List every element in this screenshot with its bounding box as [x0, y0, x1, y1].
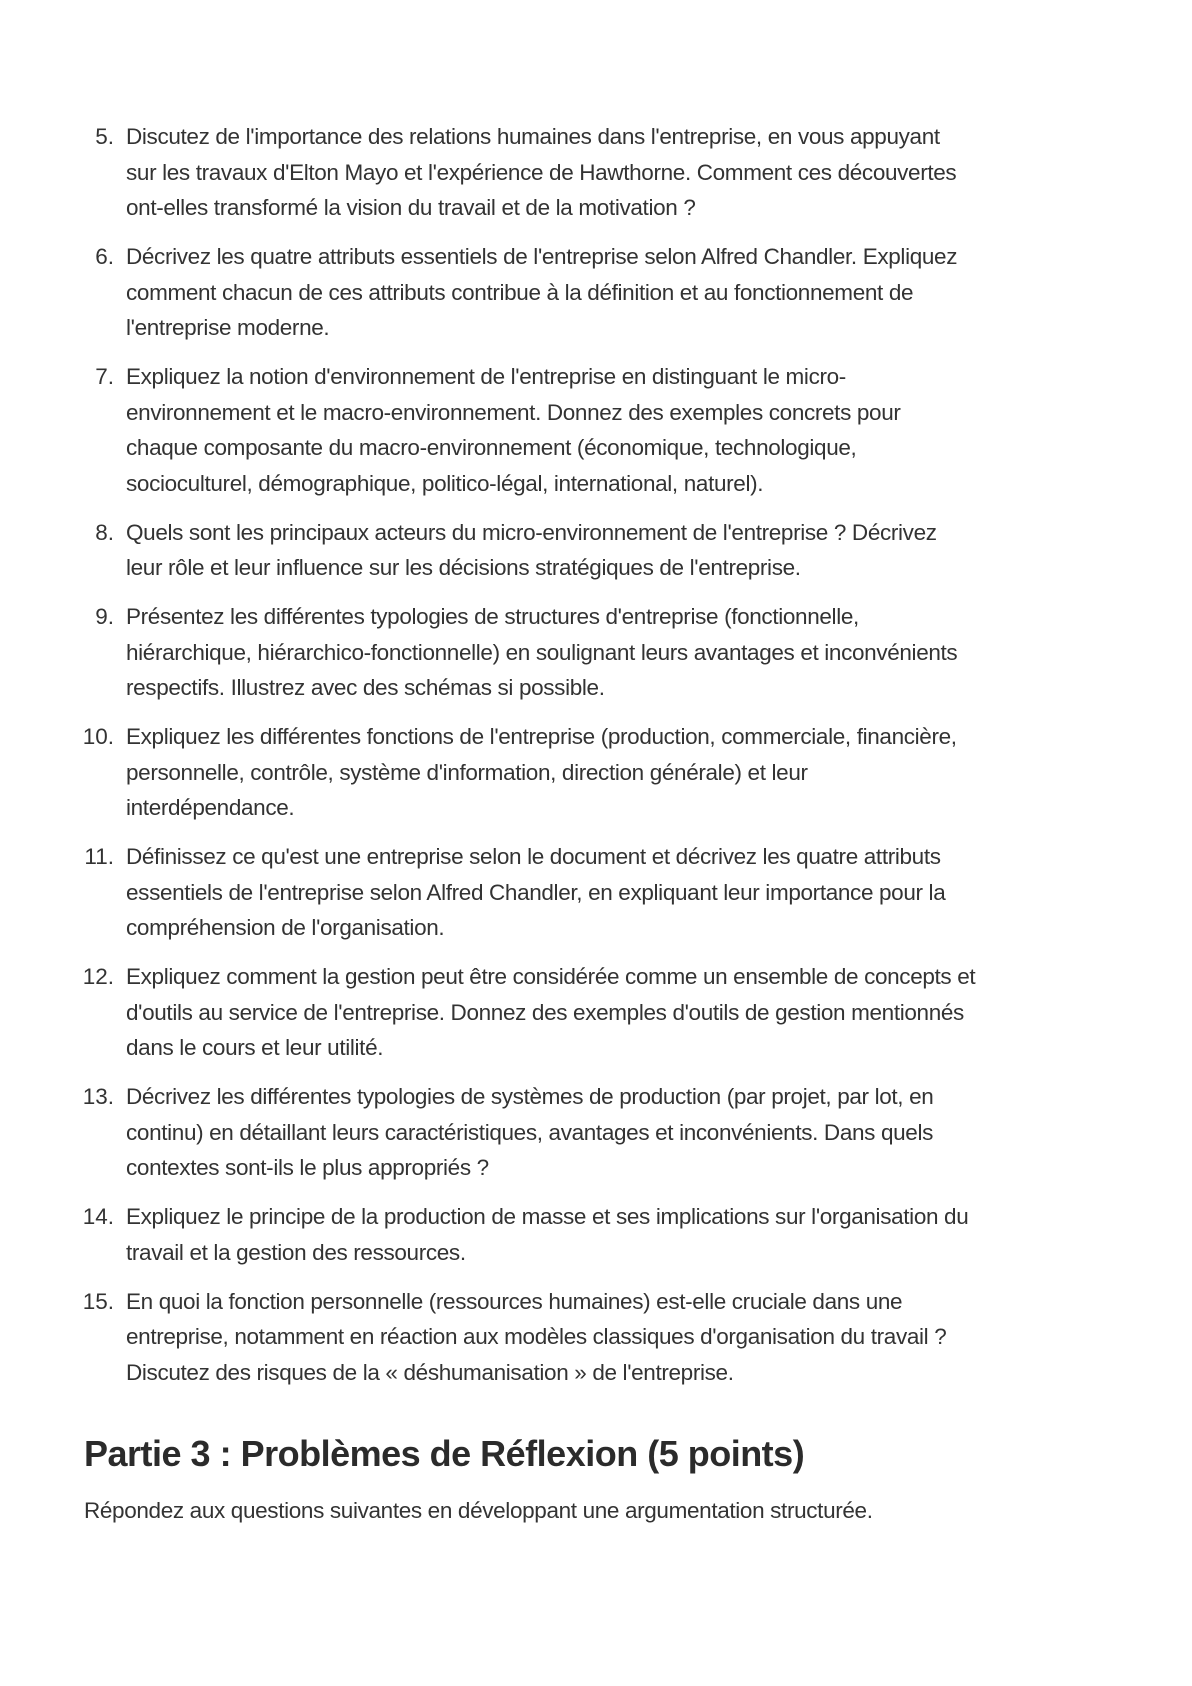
question-text-line: continu) en détaillant leurs caractéristiques, avantages et inconvénients. Dans quels	[126, 1119, 933, 1145]
question-number: 14.	[82, 1204, 114, 1229]
question-text-line: ont-elles transformé la vision du travail et de la motivation ?	[126, 195, 696, 220]
question-number: 6.	[95, 244, 114, 269]
question-text-line: Expliquez les différentes fonctions de l'entreprise (production, commerciale, financière,	[126, 724, 957, 749]
question-text-line: l'entreprise moderne.	[126, 315, 330, 340]
question-text-line: socioculturel, démographique, politico-légal, international, naturel).	[126, 470, 764, 496]
question-text-line: respectifs. Illustrez avec des schémas si possible.	[126, 675, 605, 700]
question-number: 10.	[82, 724, 114, 749]
question-text-line: Décrivez les différentes typologies de systèmes de production (par projet, par lot, en	[126, 1084, 934, 1109]
question-text-line: Définissez ce qu'est une entreprise selon le document et décrivez les quatre attributs	[126, 844, 941, 869]
question-text-line: chaque composante du macro-environnement (économique, technologique,	[126, 435, 857, 460]
section-intro: Répondez aux questions suivantes en développant une argumentation structurée.	[84, 1498, 873, 1523]
question-text-line: travail et la gestion des ressources.	[126, 1239, 466, 1265]
question-text-line: Présentez les différentes typologies de structures d'entreprise (fonctionnelle,	[126, 604, 859, 629]
question-text-line: Expliquez le principe de la production de masse et ses implications sur l'organisation du	[126, 1204, 969, 1229]
question-text-line: compréhension de l'organisation.	[126, 915, 445, 940]
question-item	[0, 599, 1192, 706]
section-heading: Partie 3 : Problèmes de Réflexion (5 points)	[84, 1433, 805, 1474]
question-text-line: comment chacun de ces attributs contribue à la définition et au fonctionnement de	[126, 279, 914, 305]
question-number: 7.	[95, 364, 114, 389]
question-text-line: contextes sont-ils le plus appropriés ?	[126, 1155, 489, 1180]
question-text-line: hiérarchique, hiérarchico-fonctionnelle) en soulignant leurs avantages et inconvénients	[126, 639, 958, 665]
question-text-line: dans le cours et leur utilité.	[126, 1035, 384, 1060]
question-item	[0, 1079, 1192, 1186]
question-text-line: En quoi la fonction personnelle (ressources humaines) est-elle cruciale dans une	[126, 1288, 903, 1314]
question-text-line: d'outils au service de l'entreprise. Donnez des exemples d'outils de gestion mentionnés	[126, 999, 964, 1025]
question-text-line: essentiels de l'entreprise selon Alfred Chandler, en expliquant leur importance pour la	[126, 879, 946, 905]
question-text-line: Discutez des risques de la « déshumanisation » de l'entreprise.	[126, 1359, 734, 1385]
question-number: 5.	[95, 124, 114, 149]
question-text-line: leur rôle et leur influence sur les décisions stratégiques de l'entreprise.	[126, 555, 801, 580]
question-number: 12.	[82, 964, 114, 989]
question-item	[0, 1284, 1192, 1391]
question-text-line: sur les travaux d'Elton Mayo et l'expérience de Hawthorne. Comment ces découvertes	[126, 159, 957, 185]
question-number: 9.	[95, 604, 114, 629]
question-item	[0, 359, 1192, 501]
question-text-line: personnelle, contrôle, système d'information, direction générale) et leur	[126, 759, 808, 785]
question-text-line: Expliquez la notion d'environnement de l'entreprise en distinguant le micro-	[126, 364, 846, 389]
question-text-line: entreprise, notamment en réaction aux modèles classiques d'organisation du travail ?	[126, 1324, 947, 1349]
question-item	[0, 515, 1192, 586]
question-text-line: Quels sont les principaux acteurs du micro-environnement de l'entreprise ? Décrivez	[126, 519, 937, 545]
question-number: 11.	[84, 844, 114, 869]
question-item	[0, 839, 1192, 946]
question-text-line: interdépendance.	[126, 795, 295, 820]
question-item	[0, 239, 1192, 346]
question-item	[0, 719, 1192, 826]
question-text-line: Discutez de l'importance des relations humaines dans l'entreprise, en vous appuyant	[126, 124, 940, 149]
question-item	[0, 119, 1192, 226]
question-text-line: Expliquez comment la gestion peut être considérée comme un ensemble de concepts et	[126, 964, 976, 989]
question-number: 15.	[82, 1288, 114, 1314]
question-text-line: environnement et le macro-environnement. Donnez des exemples concrets pour	[126, 399, 901, 425]
question-text-line: Décrivez les quatre attributs essentiels de l'entreprise selon Alfred Chandler. Expliquez	[126, 244, 958, 269]
question-item	[0, 1199, 1192, 1270]
question-number: 13.	[82, 1084, 114, 1109]
question-number: 8.	[95, 519, 114, 545]
question-list	[0, 119, 1192, 1404]
question-item	[0, 959, 1192, 1066]
